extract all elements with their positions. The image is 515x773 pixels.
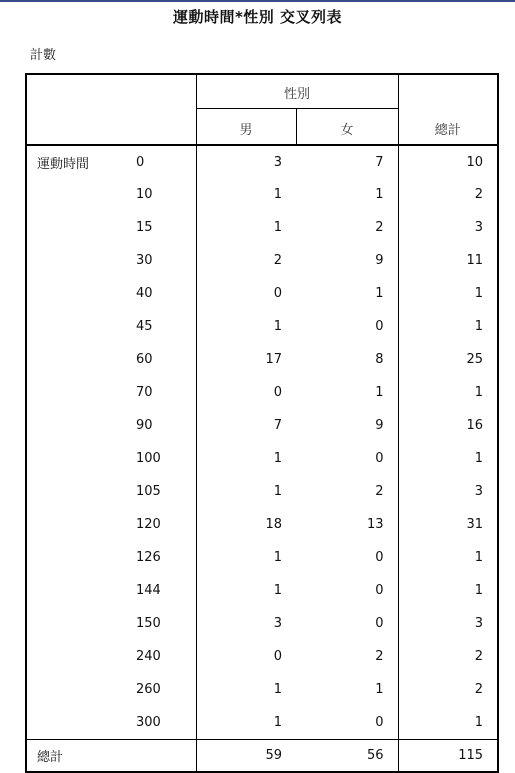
cell-male: 1 <box>196 541 296 574</box>
table-row <box>26 541 498 574</box>
row-group-label <box>26 475 126 508</box>
cell-total: 2 <box>398 673 498 706</box>
cell-male: 1 <box>196 442 296 475</box>
table-row <box>26 211 498 244</box>
cell-total: 1 <box>398 310 498 343</box>
cell-male: 17 <box>196 343 296 376</box>
cell-total: 25 <box>398 343 498 376</box>
row-group-label <box>26 211 126 244</box>
row-key: 120 <box>136 517 161 532</box>
table-row <box>26 442 498 475</box>
row-group-label <box>26 178 126 211</box>
cell-female: 7 <box>375 154 384 170</box>
cell-male: 1 <box>196 178 296 211</box>
cell-male: 7 <box>196 409 296 442</box>
row-group-label <box>26 508 126 541</box>
row-group-label <box>26 607 126 640</box>
col-header-male: 男 <box>196 108 296 145</box>
cell-male: 2 <box>196 244 296 277</box>
row-group-label <box>26 673 126 706</box>
cell-total: 11 <box>398 244 498 277</box>
cell-total: 10 <box>398 145 498 178</box>
row-group-label <box>26 343 126 376</box>
row-key: 15 <box>136 220 153 235</box>
row-group-label <box>26 409 126 442</box>
total-female: 56 <box>296 739 398 772</box>
row-key: 100 <box>136 451 161 466</box>
cell-female: 13 <box>366 517 384 532</box>
cell-female: 9 <box>375 253 384 268</box>
corner-cell <box>26 74 196 145</box>
cell-male: 1 <box>196 706 296 739</box>
row-group-label <box>26 541 126 574</box>
table-row <box>26 673 498 706</box>
cell-total: 16 <box>398 409 498 442</box>
cell-total: 2 <box>398 178 498 211</box>
table-row <box>26 640 498 673</box>
cell-female: 1 <box>375 385 384 400</box>
cell-total: 3 <box>398 607 498 640</box>
table-row <box>26 244 498 277</box>
table-row <box>26 376 498 409</box>
cell-male: 1 <box>196 475 296 508</box>
cell-female: 9 <box>375 418 384 433</box>
row-group-label <box>26 277 126 310</box>
cell-total: 1 <box>398 706 498 739</box>
cell-female: 2 <box>375 220 384 235</box>
row-group-label: 運動時間 <box>26 145 126 178</box>
cell-total: 1 <box>398 541 498 574</box>
row-group-label <box>26 376 126 409</box>
col-group-header: 性別 <box>196 74 398 108</box>
row-group-label <box>26 244 126 277</box>
cell-male: 1 <box>196 211 296 244</box>
row-key: 150 <box>136 616 161 631</box>
cell-male: 1 <box>196 574 296 607</box>
row-group-label <box>26 574 126 607</box>
cell-total: 3 <box>398 475 498 508</box>
cell-male: 0 <box>196 376 296 409</box>
cell-male: 3 <box>196 607 296 640</box>
row-key: 10 <box>136 187 153 202</box>
col-header-female: 女 <box>296 108 398 145</box>
table-row <box>26 178 498 211</box>
cell-male: 18 <box>196 508 296 541</box>
cell-female: 0 <box>375 616 384 631</box>
row-group-label <box>26 442 126 475</box>
table-row <box>26 574 498 607</box>
row-key: 300 <box>136 714 161 730</box>
cell-female: 2 <box>375 649 384 664</box>
cell-total: 31 <box>398 508 498 541</box>
cell-female: 0 <box>375 319 384 334</box>
top-edge-line <box>0 0 515 2</box>
table-row <box>26 343 498 376</box>
cell-female: 0 <box>375 550 384 565</box>
cell-female: 1 <box>375 286 384 301</box>
table-row <box>26 706 498 739</box>
crosstab-body <box>26 74 498 772</box>
cell-total: 1 <box>398 376 498 409</box>
cell-male: 1 <box>196 673 296 706</box>
cell-male: 1 <box>196 310 296 343</box>
table-row <box>26 409 498 442</box>
cell-female: 1 <box>375 682 384 697</box>
header-row-1 <box>26 74 498 108</box>
table-row <box>26 508 498 541</box>
row-key: 30 <box>136 253 153 268</box>
row-key: 40 <box>136 286 153 301</box>
cell-total: 2 <box>398 640 498 673</box>
total-header-spacer <box>398 74 498 108</box>
cell-female: 0 <box>375 583 384 598</box>
row-key: 105 <box>136 484 161 499</box>
row-key: 240 <box>136 649 161 664</box>
cell-female: 1 <box>375 187 384 202</box>
row-key: 45 <box>136 319 153 334</box>
cell-male: 0 <box>196 640 296 673</box>
total-row-label: 總計 <box>26 739 196 772</box>
grand-total: 115 <box>398 739 498 772</box>
cell-male: 0 <box>196 277 296 310</box>
table-subtitle: 計數 <box>30 48 57 63</box>
table-row <box>26 145 498 178</box>
row-key: 70 <box>136 385 153 400</box>
cell-female: 0 <box>375 451 384 466</box>
cell-male: 3 <box>196 145 296 178</box>
cell-total: 1 <box>398 574 498 607</box>
cell-female: 8 <box>375 352 384 367</box>
row-key: 144 <box>136 583 161 598</box>
row-key: 60 <box>136 352 153 367</box>
crosstab-table <box>25 73 499 773</box>
cell-female: 2 <box>375 484 384 499</box>
col-header-total: 總計 <box>398 108 498 145</box>
table-title: 運動時間*性別 交叉列表 <box>172 8 343 26</box>
cell-total: 1 <box>398 442 498 475</box>
table-row <box>26 310 498 343</box>
table-row <box>26 475 498 508</box>
row-group-label <box>26 310 126 343</box>
cell-total: 1 <box>398 277 498 310</box>
row-key: 126 <box>136 550 161 565</box>
total-row <box>26 739 498 772</box>
row-group-label <box>26 640 126 673</box>
cell-total: 3 <box>398 211 498 244</box>
row-key: 90 <box>136 418 153 433</box>
row-group-label <box>26 706 126 739</box>
cell-female: 0 <box>375 714 384 730</box>
row-key: 0 <box>136 154 145 170</box>
row-key: 260 <box>136 682 161 697</box>
total-male: 59 <box>196 739 296 772</box>
table-row <box>26 277 498 310</box>
table-row <box>26 607 498 640</box>
